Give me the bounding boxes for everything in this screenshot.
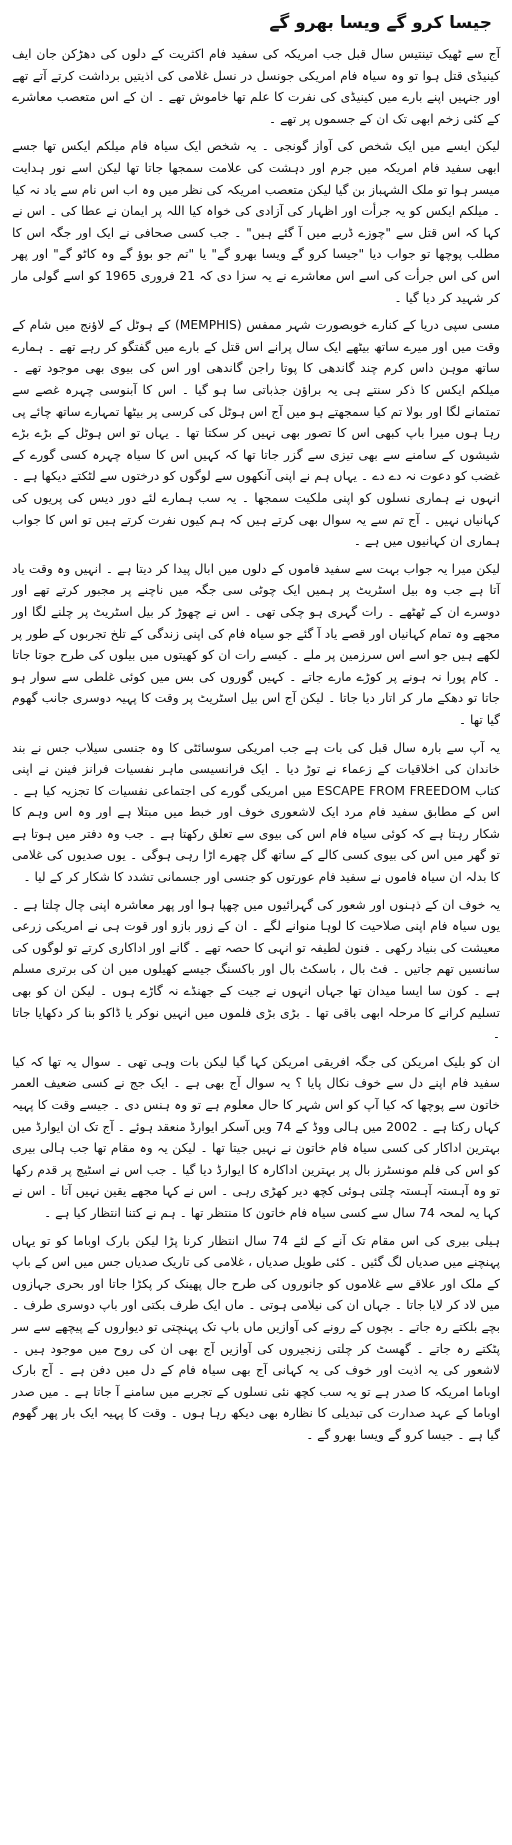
article-paragraph: لیکن میرا یہ جواب بہت سے سفید فاموں کے دلوں میں ابال پیدا کر دیتا ہے ۔ انہیں وہ وقت یاد آتا ہے جب وہ بیل اسٹریٹ پر ہمیں ایک چوٹی سی جگہ میں ناچنے پر مجبور کرتے تھے اور دوسرے ان کے ٹھٹھے ۔ رات گہری ہو چکی تھی ۔ اس نے چھوڑ کر بیل اسٹریٹ پر چلنے لگا اور مجھے وہ تمام کہانیاں اور قصے یاد آ گئے جو سیاہ فام کی اپنی زندگی کے تلخ تجربوں کے طور پر لکھے ہیں جو اسے اس سرزمین پر ملے ۔ کیسے رات ان کو کھیتوں میں بیلوں کی طرح جوتا جاتا ۔ کام پورا نہ ہونے پر کوڑے مارے جاتے ۔ کہیں گوروں کی بس میں کوئی غلطی سے سوار ہو جاتا تو دھکے مار کر اتار دیا جاتا ۔ لیکن آج اس بیل اسٹریٹ پر وقت کا پہیہ دوسری جانب گھوم گیا تھا ۔ bbox=[12, 561, 500, 727]
article-paragraph: یہ آپ سے بارہ سال قبل کی بات ہے جب امریکی سوسائٹی کا وہ جنسی سیلاب جس نے بند خاندان کی اخلاقیات کے زعماء نے توڑ دیا ۔ ایک فرانسیسی ماہر نفسیات فرانز فینن نے اپنی کتاب ESCAPE FROM FREEDOM میں امریکی گورے کی اجتماعی نفسیات کا تجزیہ کیا ہے ۔ اس کے مطابق سفید فام مرد ایک لاشعوری خوف اور خبط میں مبتلا ہے اور وہ اس وہم کا شکار رہتا ہے کہ کوئی سیاہ فام اس کی بیوی سے تعلق رکھتا ہے ۔ جب وہ دفتر میں ہوتا ہے تو گھر میں اس کی بیوی کسی کالے کے ساتھ گل چھرے اڑا رہی ہوگی ۔ یوں صدیوں کی غلامی کا بدلہ ان سیاہ فاموں نے سفید فام عورتوں کو جنسی اور جسمانی تشدد کا شکار کر کے لیا ۔ bbox=[12, 740, 500, 885]
article-paragraph: ہیلی بیری کی اس مقام تک آنے کے لئے 74 سال انتظار کرنا پڑا لیکن بارک اوباما کو تو یہاں پہنچنے میں صدیاں لگ گئیں ۔ کئی طویل صدیاں ، غلامی کی تاریک صدیاں جس میں اس کے باپ کے ملک اور علاقے سے غلاموں کو جانوروں کی طرح جال پھینک کر پکڑا جاتا اور بحری جہازوں میں لاد کر لایا جاتا ۔ جہاں ان کی نیلامی ہوتی ۔ ماں ایک طرف بکتی اور باپ دوسری طرف ۔ بچے بلکتے رہ جاتے ۔ بچوں کے رونے کی آوازیں ماں باپ تک پہنچتی تو دیواروں کے پیچھے سے سر پٹکتے رہ جاتے ۔ گھسٹ کر چلتی زنجیروں کی آوازیں آج بھی ان کی روح میں موجود ہیں ۔ لاشعور کی یہ اذیت اور خوف کی یہ کہانی آج بھی سیاہ فام کے دل میں دفن ہے ۔ آج بارک اوباما امریکہ کا صدر ہے تو یہ سب کچھ نئی نسلوں کے تجربے میں سامنے آ جاتا ہے ۔ میں صدر اوباما کے عہد صدارت کی تبدیلی کا نظارہ بھی دیکھ رہا ہوں ۔ وقت کا پہیہ ایک بار پھر گھوم گیا ہے ۔ جیسا کرو گے ویسا بھرو گے ۔ bbox=[12, 1233, 500, 1442]
article-paragraph: ان کو بلیک امریکن کی جگہ افریقی امریکن کہا گیا لیکن بات وہی تھی ۔ سوال یہ تھا کہ کیا سفید فام اپنے دل سے خوف نکال پایا ؟ یہ سوال آج بھی ہے ۔ ایک جج نے کسی ضعیف العمر خاتون سے پوچھا کہ کیا آپ کو اس شہر کا حال معلوم ہے تو وہ ہنس دی ۔ جیسے وقت کا پہیہ کہاں رکتا ہے ۔ 2002 میں ہالی ووڈ کے 74 ویں آسکر ایوارڈ منعقد ہوئے ۔ آج تک ان ایوارڈ میں بہترین اداکار کی کسی سیاہ فام خاتون نے نہیں جیتا تھا ۔ لیکن یہ وہ مقام تھا جب ہالی بیری کو اس کی فلم مونسٹرز بال پر بہترین اداکارہ کا ایوارڈ دیا گیا ۔ جب اس نے اسٹیج پر قدم رکھا تو وہ آہستہ آہستہ چلتی ہوئی کچھ دیر کھڑی رہی ۔ اس نے کہا مجھے یقین نہیں آتا ۔ اس نے کہا یہ لمحہ 74 سال سے کسی سیاہ فام خاتون کا منتظر تھا ۔ ہم نے کتنا انتظار کیا ہے ۔ bbox=[12, 1054, 500, 1220]
article-body bbox=[12, 44, 500, 1446]
article-paragraph: لیکن ایسے میں ایک شخص کی آواز گونجی ۔ یہ شخص ایک سیاہ فام میلکم ایکس تھا جسے ابھی سفید فام امریکہ میں جرم اور دہشت کی علامت سمجھا جاتا تھا لیکن اسے نور ہدایت میسر ہوا تو ملک الشہباز بن گیا لیکن متعصب امریکہ کی نظر میں وہ اب اس نام سے یاد نہ کیا ۔ میلکم ایکس کو یہ جرأت اور اظہار کی آزادی کی خواہ کیا اللہ پر ایمان نے عطا کی ۔ اس نے کہا کہ اس قتل سے "چوزے ڈربے میں آ گئے ہیں" ۔ جب کسی صحافی نے ایک اور جگہ اس کا مطلب پوچھا تو جواب دیا "جیسا کرو گے ویسا بھرو گے" یا "تم جو بوؤ گے وہ کاٹو گے" اور پھر اس کی اس جرأت کی اسے اس معاشرے نے یہ سزا دی کہ 21 فروری 1965 کو اسے گولی مار کر شہید کر دیا گیا ۔ bbox=[12, 139, 500, 305]
article-paragraph: مسی سپی دریا کے کنارے خوبصورت شہر ممفس (MEMPHIS) کے ہوٹل کے لاؤنج میں شام کے وقت میں اور میرے ساتھ بیٹھے ایک سال پرانے اس قتل کے بارے میں گفتگو کر رہے تھے ۔ ہمارے ساتھ موہن داس کرم چند گاندھی کا پوتا راجن گاندھی اور اس کی بیوی بھی موجود تھے ۔ میلکم ایکس کا ذکر سنتے ہی یہ براؤن جذباتی سا ہو گیا ۔ اس کا آبنوسی چہرہ غصے سے تمتمانے لگا اور بولا تم کیا سمجھتے ہو میں آج اس ہوٹل کی کرسی پر بیٹھا تمہارے ساتھ چائے پی رہا ہوں میرا باپ کبھی اس کا تصور بھی نہیں کر سکتا تھا ۔ یہاں تو اس ہوٹل کے بڑے بڑے شیشوں کے سامنے سے بھی تیزی سے گزر جاتا تھا کہ کہیں اس کا سیاہ چہرہ کسی گورے کے غضب کو دعوت نہ دے دے ۔ یہاں ہم نے اپنی آنکھوں سے لوگوں کو درختوں سے لٹکتے دیکھا ہے ۔ انہوں نے ہماری نسلوں کو اپنی ملکیت سمجھا ۔ یہ سب ہمارے لئے دور دیس کی پریوں کی کہانیاں نہیں ۔ آج تم سے یہ سوال بھی کرتے ہیں کہ ہم کیوں نفرت کرتے ہیں تو اس کا جواب ہماری ان کہانیوں میں ہے ۔ bbox=[12, 318, 500, 549]
article-paragraph: یہ خوف ان کے ذہنوں اور شعور کی گہرائیوں میں چھپا ہوا اور پھر معاشرہ اپنی چال چلتا ہے ۔ یوں سیاہ فام اپنی صلاحیت کا لوہا منوانے لگے ۔ ان کے زور بازو اور قوت ہی نے امریکی زرعی معیشت کی بنیاد رکھی ۔ فنون لطیفہ تو انہی کا حصہ تھے ۔ گانے اور اداکاری کرتے تو لوگوں کی سانسیں تھم جاتیں ۔ فٹ بال ، باسکٹ بال اور باکسنگ جیسے کھیلوں میں ان کی برتری مسلم ہے ۔ کون سا ایسا میدان تھا جہاں انہوں نے جیت کے جھنڈے نہ گاڑے ہوں ۔ لیکن ان کو بھی تسلیم کرانے کا مرحلہ ابھی باقی تھا ۔ بڑی بڑی فلموں میں انہیں نوکر یا ڈاکو بنا کر دکھایا جاتا ۔ bbox=[12, 897, 500, 1042]
article-paragraph: آج سے ٹھیک تینتیس سال قبل جب امریکہ کی سفید فام اکثریت کے دلوں کی دھڑکن جان ایف کینیڈی قتل ہوا تو وہ سیاہ فام امریکی جونسل در نسل غلامی کی اذیتیں برداشت کرتے آتے تھے اور جنہیں اپنے بارے میں کینیڈی کی نفرت کا علم تھا خاموش تھے ۔ ان کے اس متعصب معاشرے کے کئی زخم ابھی تک ان کے جسموں پر تھے ۔ bbox=[12, 47, 500, 126]
article-headline: جیسا کرو گے ویسا بھرو گے bbox=[269, 13, 492, 33]
